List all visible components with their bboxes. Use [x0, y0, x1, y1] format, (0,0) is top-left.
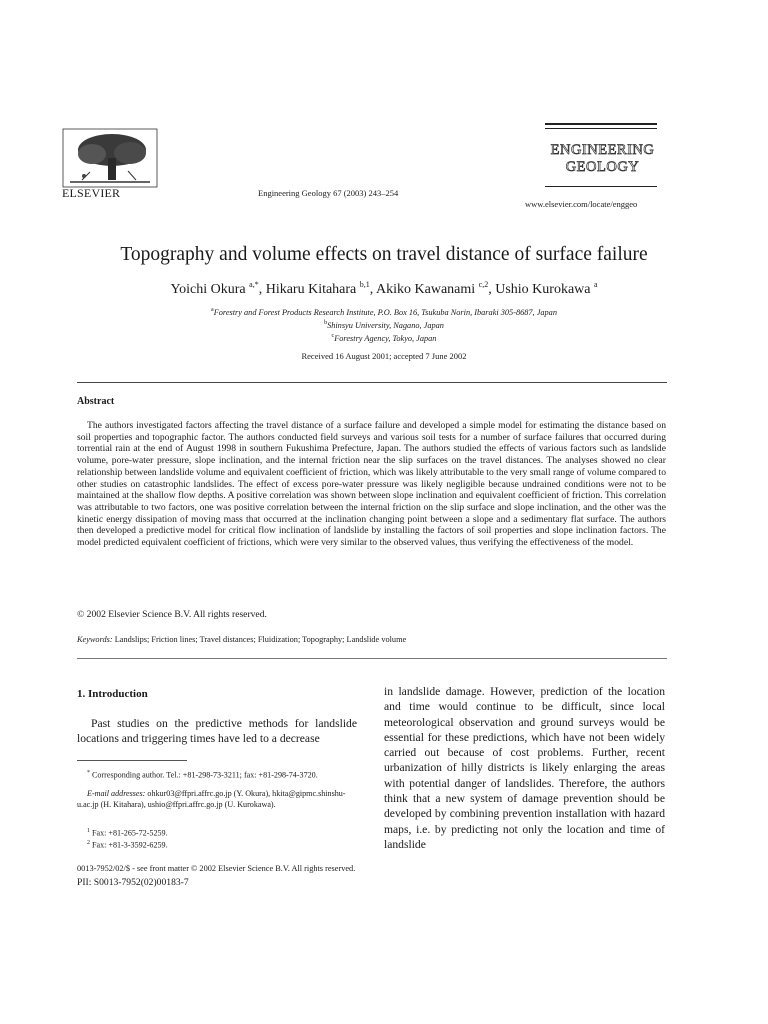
divider [77, 658, 667, 659]
affiliation-mark: b [324, 320, 328, 326]
footnote-emails [77, 789, 359, 810]
publisher-name: ELSEVIER [62, 186, 121, 200]
abstract-heading: Abstract [77, 396, 115, 407]
footnote-text: Fax: +81-3-3592-6259. [90, 840, 168, 850]
journal-logo-rule-top-thin [545, 128, 657, 129]
footnote-rule [77, 760, 187, 761]
journal-logo-rule-bottom [545, 186, 657, 187]
footnote-2 [77, 838, 369, 851]
journal-logo-rule-top [545, 123, 657, 125]
footnote-mark: 1 [87, 828, 90, 834]
footnote-text: Fax: +81-265-72-5259. [90, 828, 168, 838]
author-name: Hikaru Kitahara [265, 282, 357, 297]
keywords-label: Keywords: [77, 635, 113, 644]
author-name: Akiko Kawanami [376, 282, 476, 297]
front-matter-notice: 0013-7952/02/$ - see front matter © 2002 Elsevier Science B.V. All rights reserved. [77, 864, 356, 873]
copyright-notice: © 2002 Elsevier Science B.V. All rights reserved. [77, 609, 267, 620]
elsevier-tree-icon [62, 128, 158, 188]
body-text-left-column: Past studies on the predictive methods for landslide locations and triggering times have led to a decrease [77, 717, 357, 746]
footnote-corresponding-author [77, 768, 359, 781]
keywords-list: Landslips; Friction lines; Travel distances; Fluidization; Topography; Landslide volume [112, 635, 407, 644]
author-affiliation-mark: a,* [249, 280, 259, 289]
divider [77, 382, 667, 383]
author-name: Ushio Kurokawa [495, 282, 591, 297]
article-title: Topography and volume effects on travel distance of surface failure [120, 244, 648, 265]
footnote-mark: 2 [87, 840, 90, 846]
section-heading: 1. Introduction [77, 688, 148, 700]
abstract-text: The authors investigated factors affecting the travel distance of a surface failure and developed a simple model for estimating the distance based on soil properties and topographic factor. The authors conducted field surveys and various soil tests for a number of surface failures that occurred during torrential rain at the end of August 1998 in southern Fukushima Prefecture, Japan. The authors studied the effects of various factors such as landslide volume, pore-water pressure, slope inclination, and the internal friction near the slip surfaces on the travel distances. The analyses showed no clear relationship between landslide volume and equivalent coefficient of friction, which was likely attributable to the very small range of volume compared to other studies on catastrophic landslides. The effect of excess pore-water pressure was likely negligible because undrained conditions were not to be maintained at the shallow flow depths. A positive correlation was shown between slope inclination and equivalent coefficient of friction. This correlation was attributable to two factors, one was positive correlation between the internal friction on the slip surface and slope inclination, and the other was the kinetic energy dissipation of moving mass that occurred at the inclination changing point between a slope and a sedimentary flat surface. The authors then developed a predictive model for critical flow inclination of landslide by installing the factors of soil properties and slope inclination factors. The model predicted equivalent coefficient of frictions, which were very similar to the observed values, thus verifying the effectiveness of the model. [77, 420, 666, 549]
footnote-mark: * [87, 770, 90, 776]
author-affiliation-mark: b,1 [359, 280, 370, 289]
affiliation-text: Shinsyu University, Nagano, Japan [327, 320, 444, 330]
affiliation [0, 307, 768, 317]
author-name: Yoichi Okura [170, 282, 246, 297]
affiliation-mark: a [211, 307, 214, 313]
affiliation-mark: c [331, 333, 335, 339]
journal-citation: Engineering Geology 67 (2003) 243–254 [258, 188, 399, 198]
keywords [77, 635, 406, 644]
footnote-email-label: E-mail addresses: [87, 789, 146, 798]
footnote-text: Corresponding author. Tel.: +81-298-73-3211; fax: +81-298-74-3720. [90, 770, 318, 780]
pii-identifier: PII: S0013-7952(02)00183-7 [77, 877, 189, 888]
journal-logo-line2: GEOLOGY [565, 159, 640, 175]
footnote-email-text: ohkur03@ffpri.affrc.go.jp (Y. Okura), hkita@gipmc.shinshu-u.ac.jp (H. Kitahara), ushio@ffpri.affrc.go.jp (U. Kurokawa). [77, 789, 346, 809]
author-list: Yoichi Okura $^{a,*}$, Hikaru Kitahara $^{b,1}$, Akiko Kawanami $^{c,2}$, Ushio Kurokawa $^a$ [170, 280, 598, 297]
journal-url-link[interactable]: www.elsevier.com/locate/enggeo [525, 199, 638, 209]
affiliation-text: Forestry Agency, Tokyo, Japan [334, 333, 437, 343]
affiliation-text: Forestry and Forest Products Research Institute, P.O. Box 16, Tsukuba Norin, Ibaraki 305-8687, Japan [213, 307, 557, 317]
journal-logo-line1: ENGINEERING [550, 142, 655, 158]
affiliation [0, 333, 768, 343]
journal-logo [545, 142, 660, 176]
affiliation [0, 320, 768, 330]
author-affiliation-mark: a [594, 280, 598, 289]
received-dates: Received 16 August 2001; accepted 7 June 2002 [301, 351, 467, 361]
body-text-right-column: in landslide damage. However, prediction of the location and time would continue to be difficult, since local meteorological observation and ground surveys would be essential for these predictions, which have not been widely carried out because of cost problems. Further, recent urbanization of hilly districts is likely enlarging the areas with potential danger of landslides. Therefore, the authors think that a new system of damage prevention should be developed by combining prevention installation with hazard maps, i.e. by predicting not only the location and time of landslide [384, 685, 665, 851]
author-affiliation-mark: c,2 [478, 280, 489, 289]
